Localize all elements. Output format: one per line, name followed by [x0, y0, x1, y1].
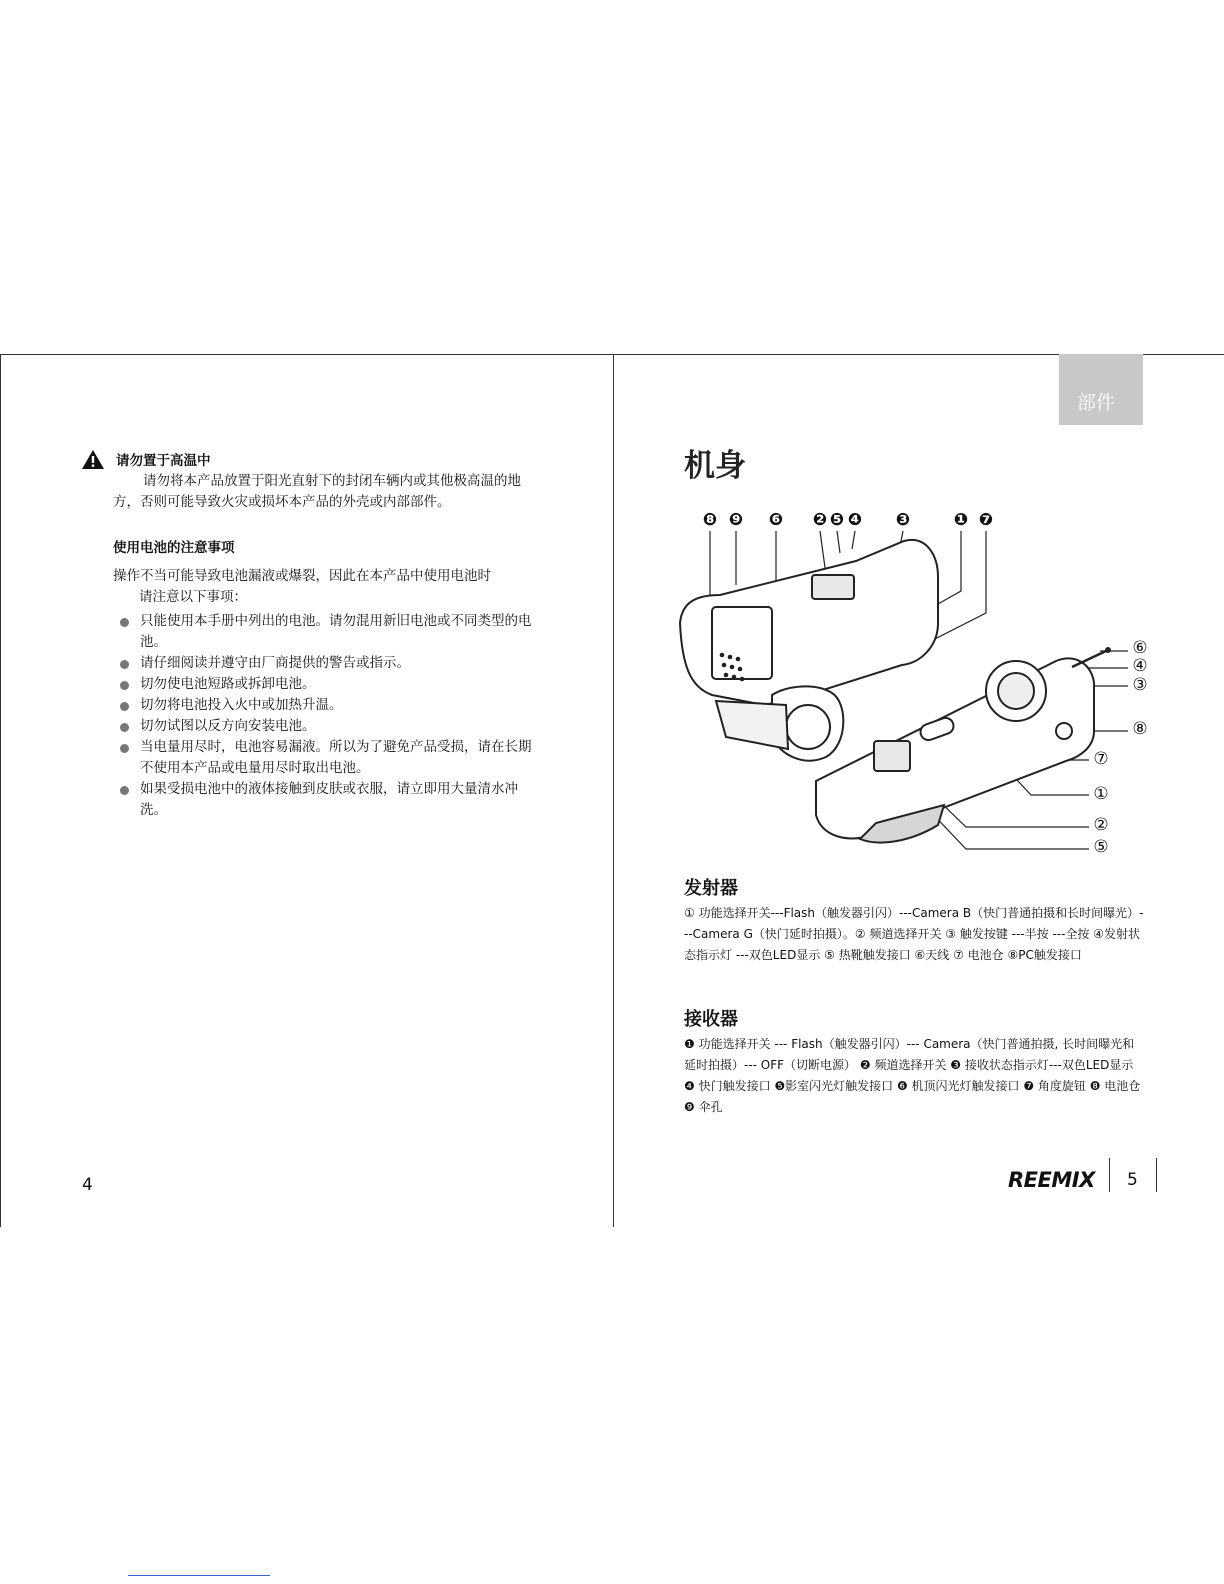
battery-intro	[113, 566, 543, 608]
callout-receiver-5: ❺	[829, 510, 845, 530]
warning-heading	[82, 449, 211, 469]
callout-receiver-6: ❻	[768, 510, 784, 530]
callout-transmitter-7: ⑦	[1093, 749, 1109, 769]
page-number-left: 4	[82, 1175, 93, 1195]
transmitter-title: 发射器	[684, 878, 738, 899]
callout-transmitter-5: ⑤	[1093, 837, 1109, 857]
transmitter-description: ① 功能选择开关---Flash（触发器引闪）---Camera B（快门普通拍摄和长时间曝光）---Camera G（快门延时拍摄）。② 频道选择开关 ③ 触发按键 ---半按 ---全按 ④发射状态指示灯 ---双色LED显示 ⑤ 热靴触发接口 ⑥天线 ⑦ 电池仓 ⑧PC触发接口	[684, 906, 1144, 962]
callout-transmitter-1: ①	[1093, 784, 1109, 804]
list-item: 只能使用本手册中列出的电池。请勿混用新旧电池或不同类型的电池。	[118, 611, 538, 653]
warning-icon	[82, 450, 104, 469]
footer-divider	[1156, 1158, 1157, 1192]
bullet-icon	[120, 618, 129, 627]
list-item: 切勿试图以反方向安装电池。	[118, 716, 538, 737]
receiver-description: ❶ 功能选择开关 --- Flash（触发器引闪）--- Camera（快门普通拍摄, 长时间曝光和延时拍摄）--- OFF（切断电源） ❷ 频道选择开关 ❸ 接收状态指示灯---双色LED显示 ❹ 快门触发接口 ❺影室闪光灯触发接口 ❻ 机顶闪光灯触发接口 ❼ 角度旋钮 ❽ 电池仓 ❾ 伞孔	[684, 1037, 1141, 1114]
bullet-icon	[120, 723, 129, 732]
bullet-icon	[120, 702, 129, 711]
footer-link-underline	[128, 1575, 270, 1576]
list-item: 切勿使电池短路或拆卸电池。	[118, 674, 538, 695]
list-item: 当电量用尽时，电池容易漏液。所以为了避免产品受损，请在长期不使用本产品或电量用尽时取出电池。	[118, 737, 538, 779]
battery-section-title: 使用电池的注意事项	[113, 540, 235, 556]
callout-receiver-9: ❾	[728, 510, 744, 530]
device-diagram	[676, 505, 1160, 873]
section-tab-label: 部件	[1077, 392, 1116, 414]
battery-intro-line2: 请注意以下事项：	[139, 589, 247, 605]
battery-bullet-list	[118, 611, 538, 821]
page-title: 机身	[684, 448, 746, 484]
warning-title: 请勿置于高温中	[116, 453, 211, 469]
callout-receiver-8: ❽	[702, 510, 718, 530]
callout-transmitter-8: ⑧	[1132, 719, 1148, 739]
callout-receiver-1: ❶	[953, 510, 969, 530]
callout-receiver-7: ❼	[978, 510, 994, 530]
callout-transmitter-2: ②	[1093, 815, 1109, 835]
bullet-icon	[120, 786, 129, 795]
page-left-border	[0, 354, 1, 1227]
battery-intro-line1: 操作不当可能导致电池漏液或爆裂，因此在本产品中使用电池时	[113, 568, 491, 584]
callout-receiver-3: ❸	[895, 510, 911, 530]
list-item: 如果受损电池中的液体接触到皮肤或衣服，请立即用大量清水冲洗。	[118, 779, 538, 821]
receiver-title: 接收器	[684, 1009, 738, 1030]
callout-receiver-2: ❷	[812, 510, 828, 530]
list-item: 切勿将电池投入火中或加热升温。	[118, 695, 538, 716]
bullet-icon	[120, 681, 129, 690]
callout-transmitter-4: ④	[1132, 656, 1148, 676]
warning-body: 请勿将本产品放置于阳光直射下的封闭车辆内或其他极高温的地方，否则可能导致火灾或损坏本产品的外壳或内部部件。	[113, 473, 521, 510]
page-number-right: 5	[1127, 1170, 1138, 1190]
callout-transmitter-3: ③	[1132, 675, 1148, 695]
page-top-border	[0, 354, 1224, 355]
callout-transmitter-6: ⑥	[1132, 638, 1148, 658]
bullet-icon	[120, 660, 129, 669]
section-tab	[1059, 354, 1143, 425]
footer-divider	[1109, 1158, 1110, 1192]
callout-receiver-4: ❹	[847, 510, 863, 530]
list-item: 请仔细阅读并遵守由厂商提供的警告或指示。	[118, 653, 538, 674]
brand-logo: REEMIX	[1008, 1168, 1095, 1192]
page-spine-divider	[613, 354, 614, 1227]
bullet-icon	[120, 744, 129, 753]
